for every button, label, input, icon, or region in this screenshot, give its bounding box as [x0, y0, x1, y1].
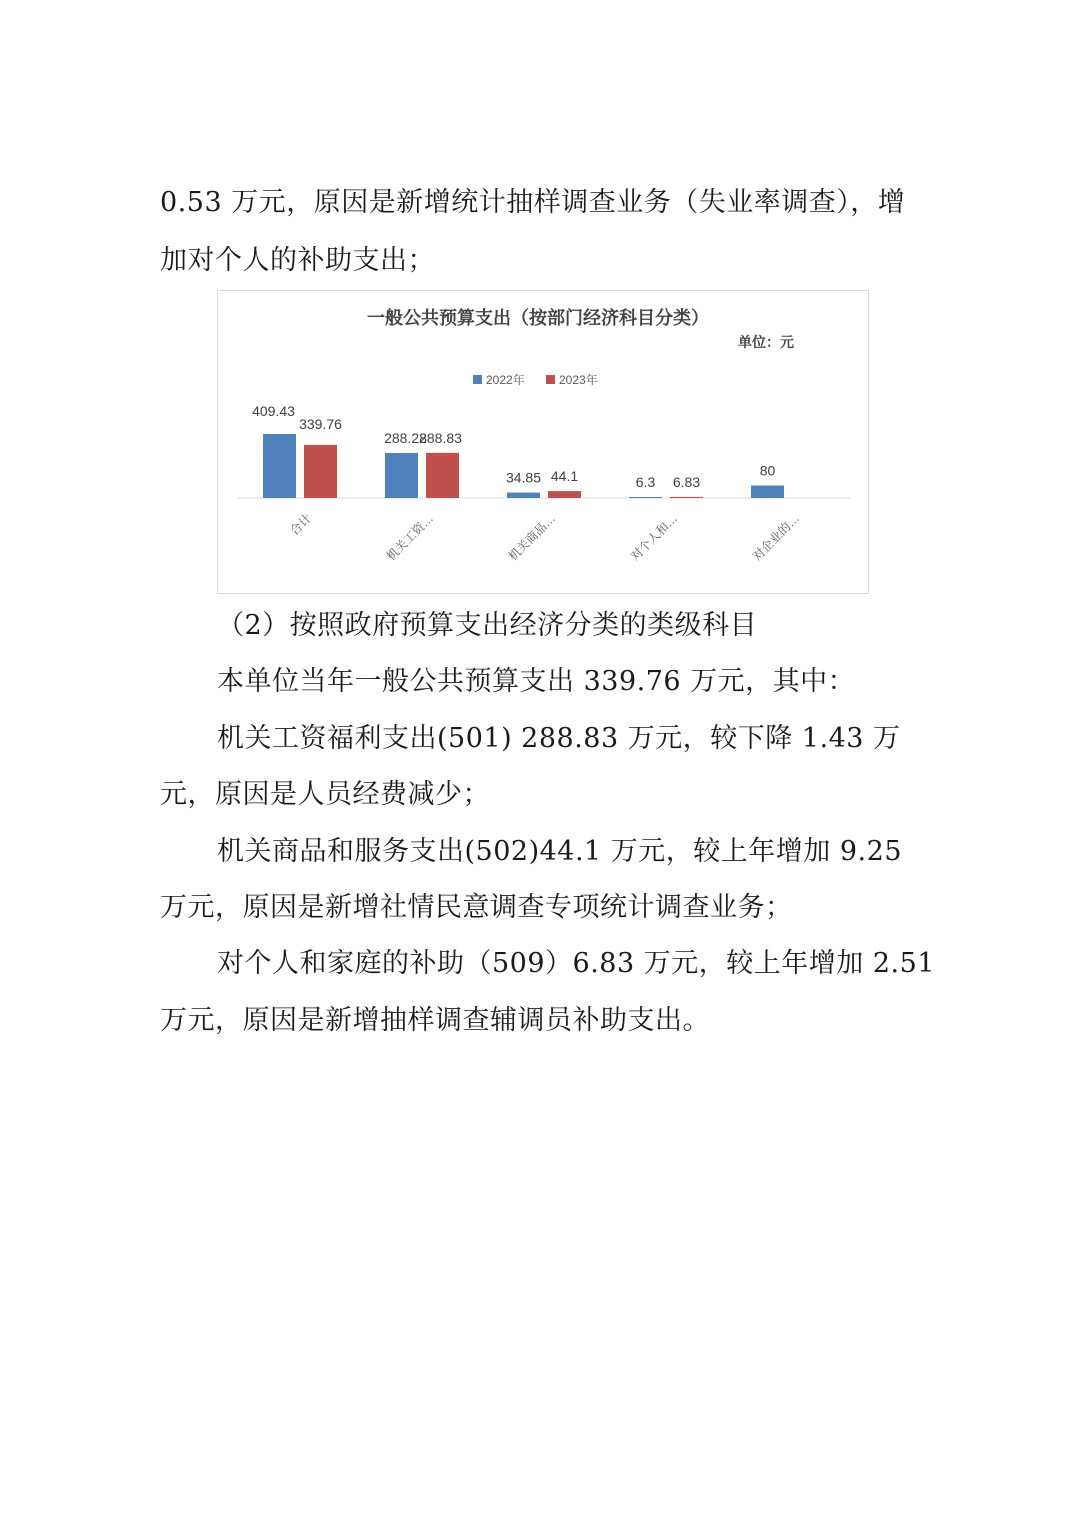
legend-swatch — [546, 375, 555, 384]
data-label: 288.28 — [384, 429, 427, 446]
data-label: 6.83 — [672, 473, 701, 490]
bar — [629, 497, 662, 498]
paragraph-line: 0.53 万元，原因是新增统计抽样调查业务（失业率调查），增 — [160, 187, 906, 218]
section-heading: （2）按照政府预算支出经济分类的类级科目 — [217, 610, 758, 641]
category-label: 合计 — [287, 511, 315, 539]
legend-label: 2023年 — [559, 373, 598, 387]
paragraph-line: 万元，原因是新增社情民意调查专项统计调查业务； — [160, 892, 793, 923]
paragraph-line: 元，原因是人员经费减少； — [160, 779, 490, 810]
category-label: 对企业的… — [749, 511, 803, 564]
paragraph-line: 机关商品和服务支出(502)44.1 万元，较上年增加 9.25 — [217, 836, 903, 867]
category-label: 机关工资… — [383, 511, 437, 564]
category-label: 对个人和… — [627, 511, 681, 564]
bar — [751, 485, 784, 498]
paragraph-line: 加对个人的补助支出； — [160, 245, 435, 276]
chart-title: 一般公共预算支出（按部门经济科目分类） — [367, 308, 709, 328]
data-label: 6.3 — [635, 474, 656, 491]
paragraph-line: 机关工资福利支出(501) 288.83 万元，较下降 1.43 万 — [217, 723, 901, 754]
bar — [426, 453, 459, 498]
category-label: 机关商品… — [505, 511, 559, 564]
budget-chart — [217, 290, 869, 594]
data-label: 409.43 — [252, 403, 295, 419]
paragraph-line: 本单位当年一般公共预算支出 339.76 万元，其中： — [217, 666, 856, 697]
bar — [385, 453, 418, 498]
data-label: 80 — [759, 462, 776, 479]
data-label: 44.1 — [550, 468, 579, 485]
bar — [304, 445, 337, 498]
data-label: 34.85 — [505, 469, 542, 486]
chart-unit-label: 单位：元 — [738, 334, 794, 350]
paragraph-line: 万元，原因是新增抽样调查辅调员补助支出。 — [160, 1005, 710, 1036]
data-label: 288.83 — [419, 429, 462, 446]
bar — [548, 491, 581, 498]
legend-swatch — [473, 375, 482, 384]
bar — [670, 497, 703, 498]
bar — [263, 434, 296, 498]
legend-label: 2022年 — [486, 373, 525, 387]
chart-svg — [218, 291, 868, 593]
bar — [507, 493, 540, 498]
data-label: 339.76 — [299, 415, 342, 432]
paragraph-line: 对个人和家庭的补助（509）6.83 万元，较上年增加 2.51 — [217, 948, 935, 979]
